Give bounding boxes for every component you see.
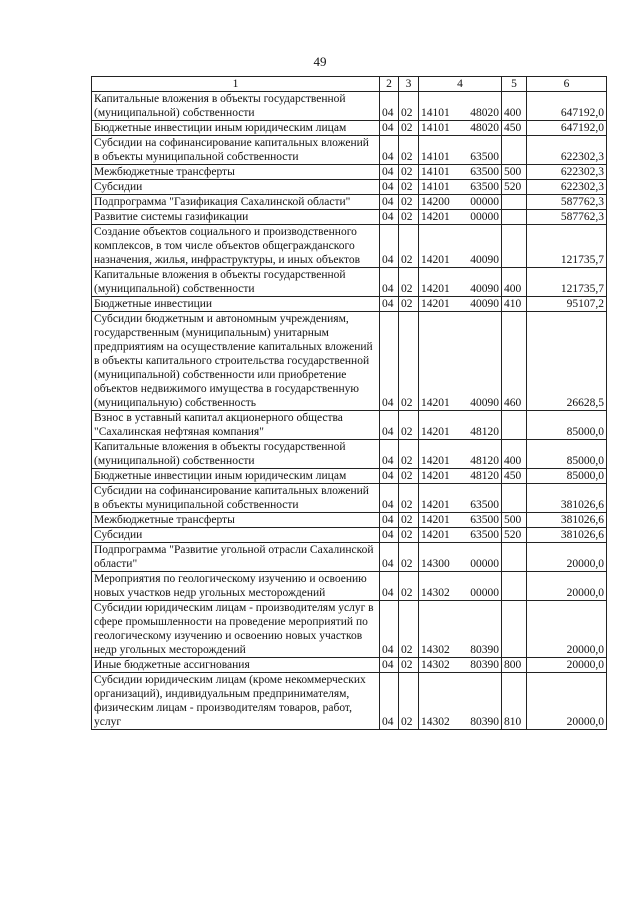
row-amount: 20000,0 — [527, 543, 607, 572]
row-subsection: 02 — [399, 136, 419, 165]
row-subsection: 02 — [399, 297, 419, 312]
row-name: Капитальные вложения в объекты государственной (муниципальной) собственности — [92, 268, 380, 297]
row-name: Межбюджетные трансферты — [92, 165, 380, 180]
row-program-code: 14302 — [421, 659, 450, 671]
row-section: 04 — [380, 210, 399, 225]
row-expense-type: 800 — [502, 658, 527, 673]
row-subsection: 02 — [399, 225, 419, 268]
row-direction-code: 48120 — [470, 455, 499, 467]
row-expense-type — [502, 136, 527, 165]
row-section: 04 — [380, 195, 399, 210]
row-subsection: 02 — [399, 572, 419, 601]
row-expense-type — [502, 484, 527, 513]
row-program-code: 14302 — [421, 587, 450, 599]
row-expense-type: 450 — [502, 121, 527, 136]
row-direction-code: 63500 — [470, 529, 499, 541]
row-section: 04 — [380, 180, 399, 195]
row-expense-type — [502, 572, 527, 601]
row-amount: 381026,6 — [527, 528, 607, 543]
row-program-code: 14101 — [421, 151, 450, 163]
table-row — [92, 121, 607, 136]
row-section: 04 — [380, 225, 399, 268]
row-target-article — [419, 121, 502, 136]
row-expense-type: 400 — [502, 92, 527, 121]
row-direction-code: 63500 — [470, 499, 499, 511]
row-section: 04 — [380, 528, 399, 543]
row-subsection: 02 — [399, 469, 419, 484]
row-expense-type: 400 — [502, 440, 527, 469]
row-subsection: 02 — [399, 513, 419, 528]
row-direction-code: 00000 — [470, 558, 499, 570]
row-subsection: 02 — [399, 484, 419, 513]
row-amount: 85000,0 — [527, 411, 607, 440]
row-subsection: 02 — [399, 543, 419, 572]
row-program-code: 14201 — [421, 499, 450, 511]
row-amount: 85000,0 — [527, 469, 607, 484]
row-direction-code: 40090 — [470, 298, 499, 310]
row-program-code: 14302 — [421, 716, 450, 728]
row-expense-type — [502, 601, 527, 658]
header-col-4: 4 — [419, 77, 502, 92]
row-subsection: 02 — [399, 658, 419, 673]
row-program-code: 14201 — [421, 529, 450, 541]
row-program-code: 14201 — [421, 397, 450, 409]
header-col-3: 3 — [399, 77, 419, 92]
row-amount: 26628,5 — [527, 312, 607, 411]
table-row — [92, 92, 607, 121]
table-row — [92, 180, 607, 195]
row-name: Подпрограмма "Газификация Сахалинской области" — [92, 195, 380, 210]
row-subsection: 02 — [399, 312, 419, 411]
row-expense-type: 500 — [502, 513, 527, 528]
row-name: Субсидии — [92, 180, 380, 195]
row-direction-code: 80390 — [470, 716, 499, 728]
row-amount: 20000,0 — [527, 658, 607, 673]
row-direction-code: 80390 — [470, 644, 499, 656]
table-row — [92, 528, 607, 543]
row-expense-type — [502, 210, 527, 225]
row-amount: 647192,0 — [527, 121, 607, 136]
row-direction-code: 00000 — [470, 196, 499, 208]
row-direction-code: 40090 — [470, 283, 499, 295]
row-amount: 622302,3 — [527, 180, 607, 195]
row-target-article — [419, 225, 502, 268]
table-row — [92, 469, 607, 484]
row-name: Субсидии юридическим лицам - производителям услуг в сфере промышленности на проведение мероприятий по геологическому изучению и освоению новых участков недр угольных месторождений — [92, 601, 380, 658]
row-section: 04 — [380, 312, 399, 411]
row-target-article — [419, 195, 502, 210]
table-row — [92, 136, 607, 165]
header-row — [92, 77, 607, 92]
row-subsection: 02 — [399, 92, 419, 121]
row-direction-code: 48020 — [470, 122, 499, 134]
row-amount: 622302,3 — [527, 165, 607, 180]
table-row — [92, 268, 607, 297]
row-section: 04 — [380, 658, 399, 673]
table-row — [92, 225, 607, 268]
row-target-article — [419, 92, 502, 121]
row-target-article — [419, 297, 502, 312]
row-target-article — [419, 469, 502, 484]
row-section: 04 — [380, 165, 399, 180]
row-direction-code: 63500 — [470, 181, 499, 193]
row-subsection: 02 — [399, 440, 419, 469]
header-col-1: 1 — [92, 77, 380, 92]
table-row — [92, 411, 607, 440]
header-col-2: 2 — [380, 77, 399, 92]
row-name: Развитие системы газификации — [92, 210, 380, 225]
row-program-code: 14201 — [421, 283, 450, 295]
table-row — [92, 312, 607, 411]
row-target-article — [419, 673, 502, 730]
table-body — [92, 92, 607, 730]
row-program-code: 14101 — [421, 107, 450, 119]
row-expense-type — [502, 411, 527, 440]
row-section: 04 — [380, 411, 399, 440]
header-col-5: 5 — [502, 77, 527, 92]
row-name: Капитальные вложения в объекты государственной (муниципальной) собственности — [92, 440, 380, 469]
row-program-code: 14201 — [421, 470, 450, 482]
row-target-article — [419, 136, 502, 165]
row-target-article — [419, 528, 502, 543]
row-section: 04 — [380, 92, 399, 121]
row-section: 04 — [380, 121, 399, 136]
row-subsection: 02 — [399, 601, 419, 658]
row-expense-type — [502, 225, 527, 268]
row-section: 04 — [380, 673, 399, 730]
row-section: 04 — [380, 572, 399, 601]
table-row — [92, 165, 607, 180]
row-target-article — [419, 165, 502, 180]
row-name: Мероприятия по геологическому изучению и освоению новых участков недр угольных месторождений — [92, 572, 380, 601]
row-expense-type: 410 — [502, 297, 527, 312]
row-section: 04 — [380, 297, 399, 312]
row-subsection: 02 — [399, 268, 419, 297]
row-program-code: 14201 — [421, 298, 450, 310]
row-program-code: 14201 — [421, 426, 450, 438]
row-target-article — [419, 268, 502, 297]
row-target-article — [419, 312, 502, 411]
row-amount: 85000,0 — [527, 440, 607, 469]
table-row — [92, 658, 607, 673]
row-name: Создание объектов социального и производственного комплексов, в том числе объектов общегражданского назначения, жилья, инфраструктуры, и иных объектов — [92, 225, 380, 268]
table-row — [92, 440, 607, 469]
row-program-code: 14201 — [421, 211, 450, 223]
row-expense-type: 520 — [502, 180, 527, 195]
row-direction-code: 80390 — [470, 659, 499, 671]
row-target-article — [419, 440, 502, 469]
row-amount: 381026,6 — [527, 484, 607, 513]
row-name: Иные бюджетные ассигнования — [92, 658, 380, 673]
row-name: Подпрограмма "Развитие угольной отрасли Сахалинской области" — [92, 543, 380, 572]
row-name: Бюджетные инвестиции — [92, 297, 380, 312]
row-target-article — [419, 513, 502, 528]
row-section: 04 — [380, 440, 399, 469]
row-amount: 622302,3 — [527, 136, 607, 165]
row-section: 04 — [380, 268, 399, 297]
row-target-article — [419, 601, 502, 658]
row-amount: 95107,2 — [527, 297, 607, 312]
row-name: Субсидии — [92, 528, 380, 543]
row-expense-type: 520 — [502, 528, 527, 543]
table-row — [92, 297, 607, 312]
row-expense-type — [502, 195, 527, 210]
row-name: Субсидии на софинансирование капитальных вложений в объекты муниципальной собственности — [92, 136, 380, 165]
row-target-article — [419, 572, 502, 601]
row-direction-code: 48120 — [470, 426, 499, 438]
row-program-code: 14101 — [421, 181, 450, 193]
row-expense-type — [502, 543, 527, 572]
row-subsection: 02 — [399, 673, 419, 730]
row-expense-type: 400 — [502, 268, 527, 297]
row-expense-type: 500 — [502, 165, 527, 180]
row-direction-code: 00000 — [470, 211, 499, 223]
row-direction-code: 48020 — [470, 107, 499, 119]
row-target-article — [419, 484, 502, 513]
row-expense-type: 810 — [502, 673, 527, 730]
row-expense-type: 460 — [502, 312, 527, 411]
row-amount: 587762,3 — [527, 195, 607, 210]
row-name: Взнос в уставный капитал акционерного общества "Сахалинская нефтяная компания" — [92, 411, 380, 440]
row-program-code: 14201 — [421, 254, 450, 266]
row-subsection: 02 — [399, 165, 419, 180]
row-program-code: 14200 — [421, 196, 450, 208]
row-amount: 20000,0 — [527, 673, 607, 730]
row-subsection: 02 — [399, 528, 419, 543]
row-section: 04 — [380, 601, 399, 658]
table-row — [92, 601, 607, 658]
row-direction-code: 40090 — [470, 397, 499, 409]
row-direction-code: 48120 — [470, 470, 499, 482]
row-target-article — [419, 658, 502, 673]
row-section: 04 — [380, 543, 399, 572]
table-row — [92, 484, 607, 513]
row-amount: 20000,0 — [527, 601, 607, 658]
row-subsection: 02 — [399, 180, 419, 195]
table-row — [92, 673, 607, 730]
row-subsection: 02 — [399, 195, 419, 210]
table-row — [92, 210, 607, 225]
row-direction-code: 63500 — [470, 166, 499, 178]
row-target-article — [419, 543, 502, 572]
row-direction-code: 63500 — [470, 514, 499, 526]
row-target-article — [419, 180, 502, 195]
row-section: 04 — [380, 469, 399, 484]
row-program-code: 14201 — [421, 455, 450, 467]
table-row — [92, 543, 607, 572]
row-expense-type: 450 — [502, 469, 527, 484]
row-name: Бюджетные инвестиции иным юридическим лицам — [92, 469, 380, 484]
row-name: Субсидии бюджетным и автономным учреждениям, государственным (муниципальным) унитарным предприятиям на осуществление капитальных вложений в объекты капитального строительства государственной (муниципальной) собственности или приобретение объектов недвижимого имущества в государственную (муниципальную) собственность — [92, 312, 380, 411]
row-name: Бюджетные инвестиции иным юридическим лицам — [92, 121, 380, 136]
row-amount: 121735,7 — [527, 268, 607, 297]
row-amount: 647192,0 — [527, 92, 607, 121]
row-subsection: 02 — [399, 121, 419, 136]
row-name: Капитальные вложения в объекты государственной (муниципальной) собственности — [92, 92, 380, 121]
row-direction-code: 40090 — [470, 254, 499, 266]
row-section: 04 — [380, 484, 399, 513]
budget-table — [91, 76, 607, 730]
row-target-article — [419, 411, 502, 440]
row-program-code: 14101 — [421, 122, 450, 134]
row-target-article — [419, 210, 502, 225]
row-section: 04 — [380, 513, 399, 528]
row-name: Субсидии на софинансирование капитальных вложений в объекты муниципальной собственности — [92, 484, 380, 513]
row-section: 04 — [380, 136, 399, 165]
row-name: Субсидии юридическим лицам (кроме некоммерческих организаций), индивидуальным предпринимателям, физическим лицам - производителям товаров, работ, услуг — [92, 673, 380, 730]
row-amount: 20000,0 — [527, 572, 607, 601]
row-amount: 381026,6 — [527, 513, 607, 528]
row-program-code: 14101 — [421, 166, 450, 178]
row-subsection: 02 — [399, 210, 419, 225]
row-direction-code: 00000 — [470, 587, 499, 599]
page-number: 49 — [313, 54, 327, 69]
row-program-code: 14302 — [421, 644, 450, 656]
row-amount: 587762,3 — [527, 210, 607, 225]
table-row — [92, 513, 607, 528]
row-subsection: 02 — [399, 411, 419, 440]
row-program-code: 14201 — [421, 514, 450, 526]
header-col-6: 6 — [527, 77, 607, 92]
row-amount: 121735,7 — [527, 225, 607, 268]
row-program-code: 14300 — [421, 558, 450, 570]
row-direction-code: 63500 — [470, 151, 499, 163]
table-row — [92, 195, 607, 210]
table-row — [92, 572, 607, 601]
row-name: Межбюджетные трансферты — [92, 513, 380, 528]
